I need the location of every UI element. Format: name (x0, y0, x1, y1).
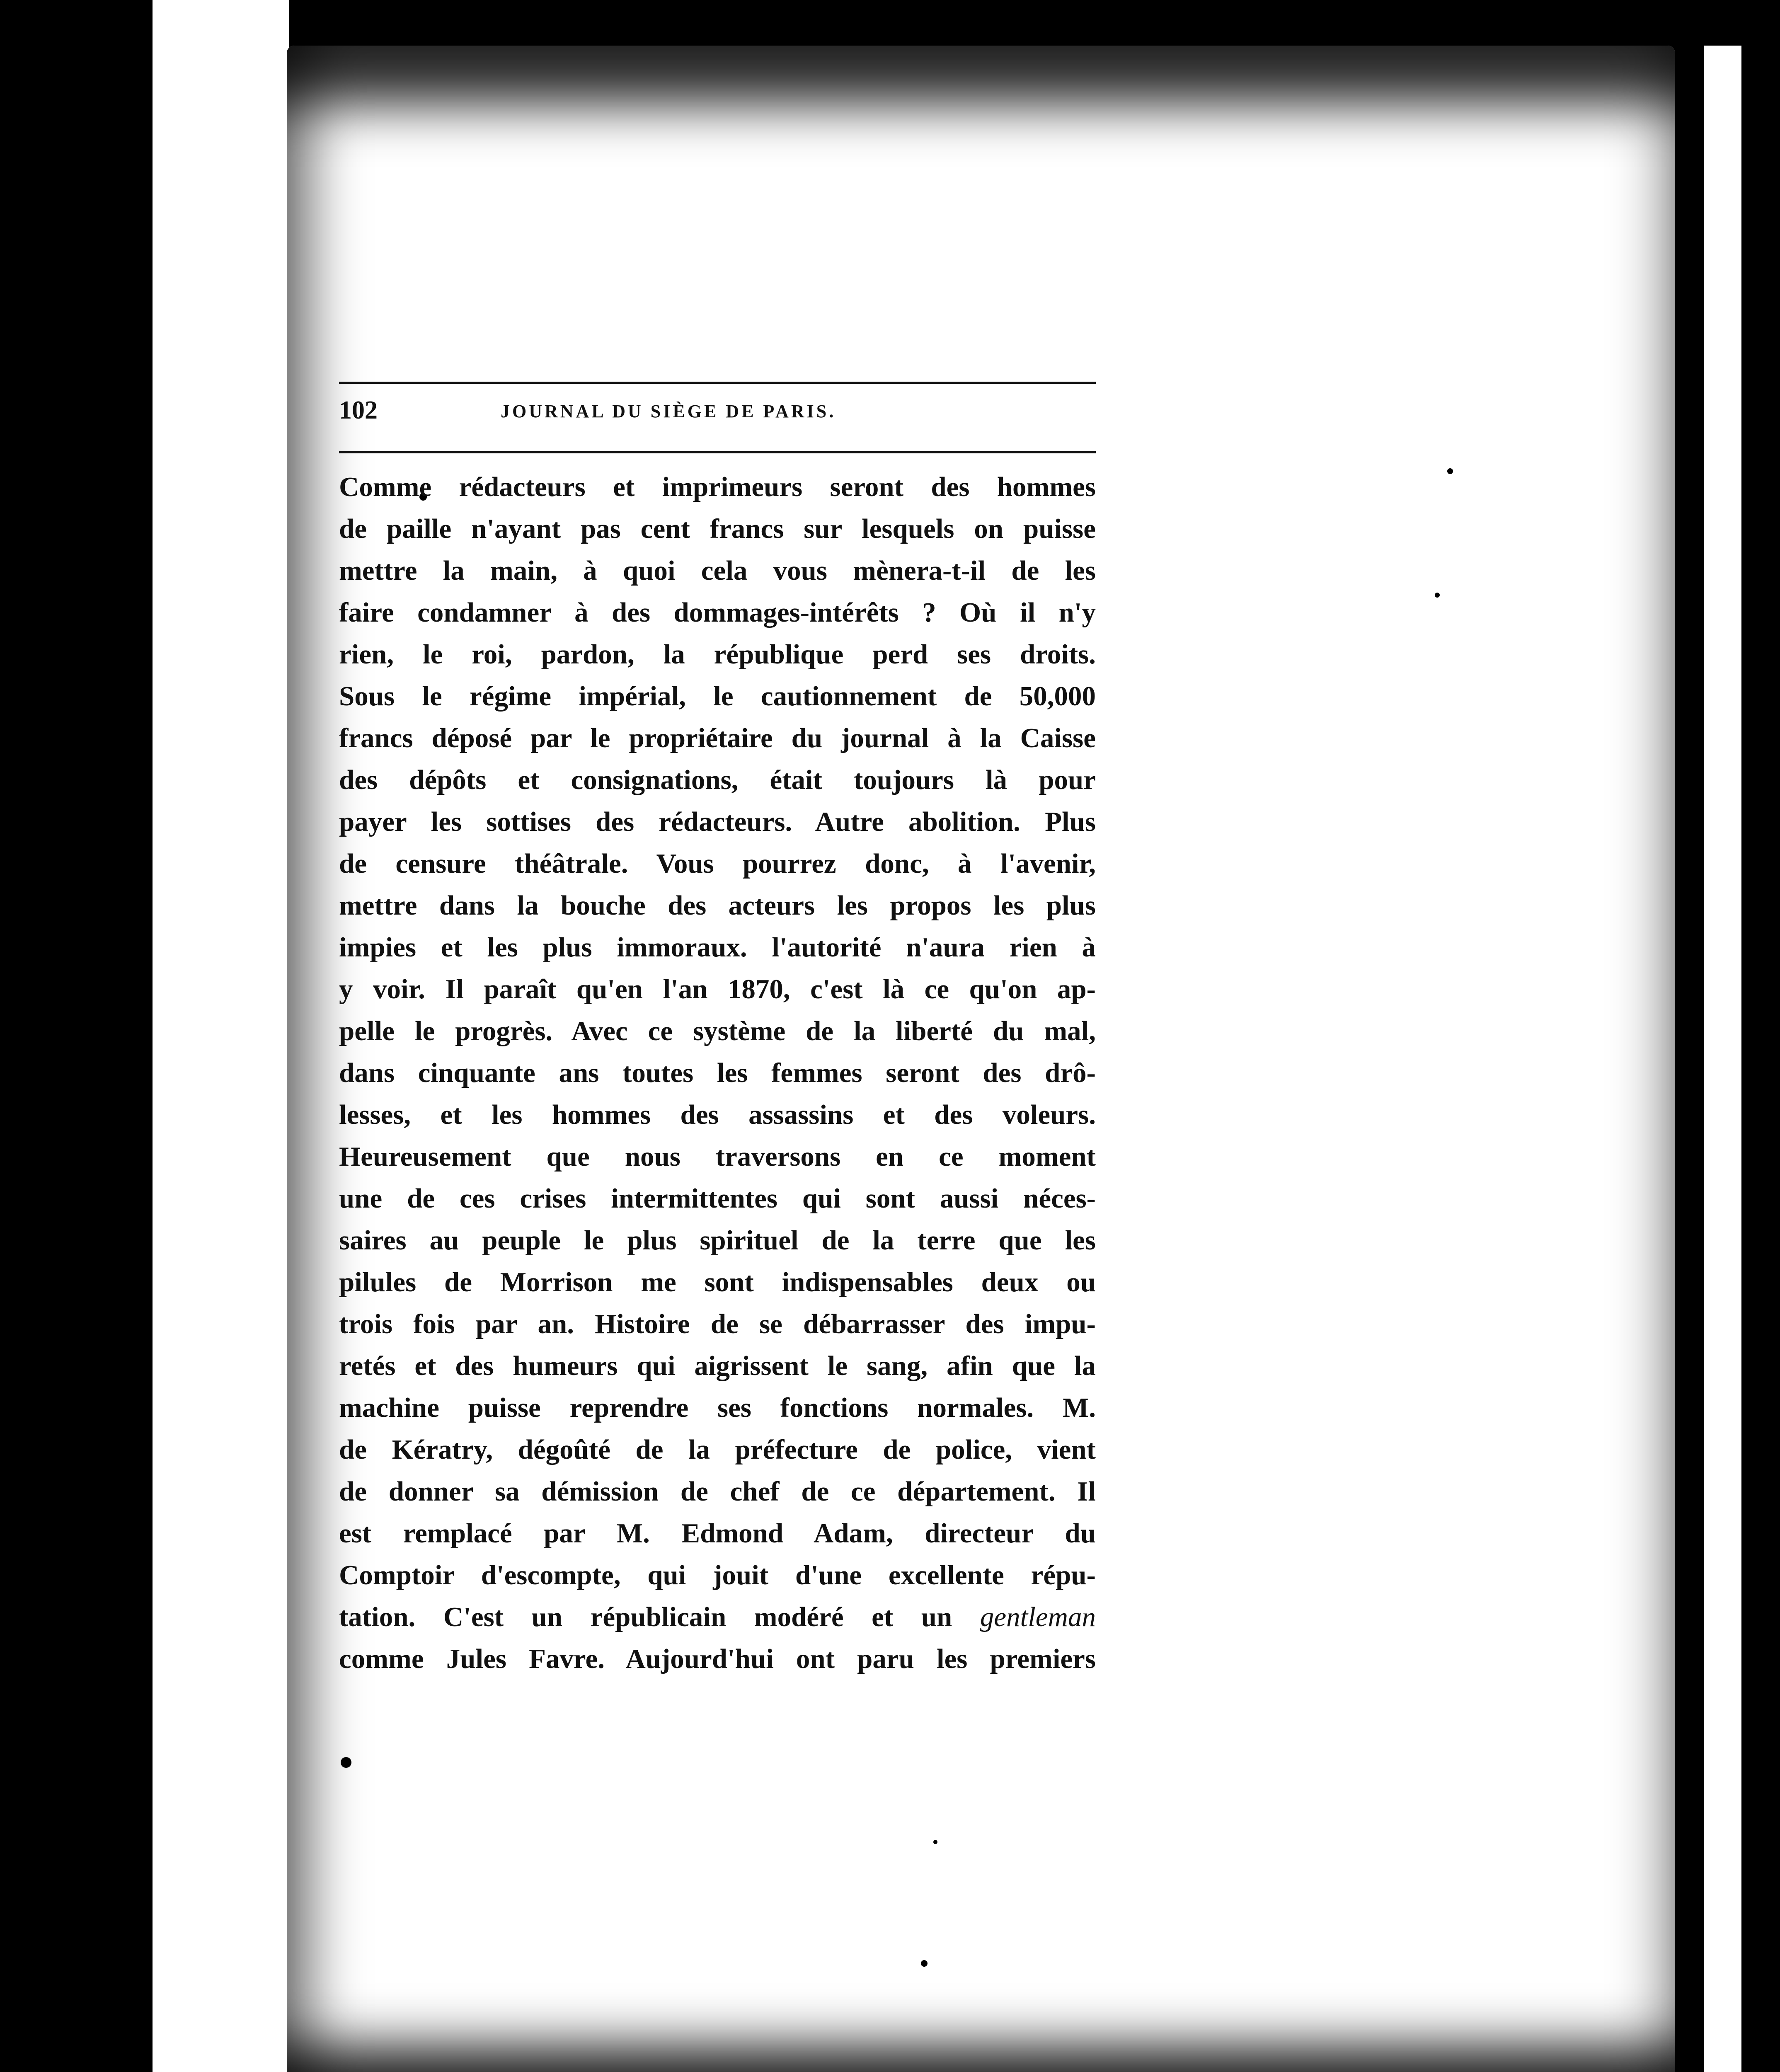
text-line: Comptoir d'escompte, qui jouit d'une excellente répu- (339, 1560, 1096, 1590)
text-line: saires au peuple le plus spirituel de la terre que les (339, 1225, 1096, 1256)
text-line: mettre la main, à quoi cela vous mènera-t-il de les (339, 555, 1096, 586)
text-line: Sous le régime impérial, le cautionnement de 50,000 (339, 681, 1096, 712)
text-line: retés et des humeurs qui aigrissent le sang, afin que la (339, 1351, 1096, 1381)
text-line: pelle le progrès. Avec ce système de la liberté du mal, (339, 1016, 1096, 1046)
speck (921, 1960, 928, 1967)
running-head: JOURNAL DU SIÈGE DE PARIS. (501, 401, 836, 421)
text-line: faire condamner à des dommages-intérêts ? Où il n'y (339, 597, 1096, 628)
text-line: lesses, et les hommes des assassins et des voleurs. (339, 1099, 1096, 1130)
text-line: de Kératry, dégoûté de la préfecture de police, vient (339, 1434, 1096, 1465)
text-line: de censure théâtrale. Vous pourrez donc, à l'avenir, (339, 848, 1096, 879)
text-line: dans cinquante ans toutes les femmes seront des drô- (339, 1058, 1096, 1088)
text-line-with-italic (339, 1596, 1096, 1638)
left-scan-margin (153, 0, 289, 2072)
text-line: machine puisse reprendre ses fonctions normales. M. (339, 1392, 1096, 1423)
text-line: payer les sottises des rédacteurs. Autre abolition. Plus (339, 806, 1096, 837)
speck (1435, 593, 1440, 598)
text-line: de paille n'ayant pas cent francs sur lesquels on puisse (339, 513, 1096, 544)
text-line: impies et les plus immoraux. l'autorité n'aura rien à (339, 932, 1096, 963)
page-number: 102 (339, 396, 378, 424)
header-top-rule (339, 382, 1096, 384)
text-line: est remplacé par M. Edmond Adam, directeur du (339, 1518, 1096, 1549)
text-line: trois fois par an. Histoire de se débarrasser des impu- (339, 1309, 1096, 1339)
text-line-start: tation. C'est un républicain modéré et un (339, 1602, 952, 1632)
header-bottom-rule (339, 451, 1096, 453)
text-line: une de ces crises intermittentes qui sont aussi néces- (339, 1183, 1096, 1214)
text-line: des dépôts et consignations, était toujours là pour (339, 765, 1096, 795)
speck (341, 1757, 351, 1768)
text-line: Comme rédacteurs et imprimeurs seront des hommes (339, 472, 1096, 502)
text-line: rien, le roi, pardon, la république perd ses droits. (339, 639, 1096, 670)
next-page-edge (1704, 46, 1741, 2072)
text-line: de donner sa démission de chef de ce département. Il (339, 1476, 1096, 1507)
text-line: Heureusement que nous traversons en ce moment (339, 1141, 1096, 1172)
speck (1447, 468, 1453, 474)
text-line: francs déposé par le propriétaire du journal à la Caisse (339, 723, 1096, 753)
speck (933, 1840, 937, 1844)
body-text (339, 466, 1096, 1680)
text-line: y voir. Il paraît qu'en l'an 1870, c'est là ce qu'on ap- (339, 974, 1096, 1005)
text-line: mettre dans la bouche des acteurs les propos les plus (339, 890, 1096, 921)
text-line: comme Jules Favre. Aujourd'hui ont paru les premiers (339, 1644, 1096, 1674)
text-line: pilules de Morrison me sont indispensables deux ou (339, 1267, 1096, 1297)
italic-word: gentleman (980, 1602, 1096, 1632)
page-header (339, 334, 1096, 454)
